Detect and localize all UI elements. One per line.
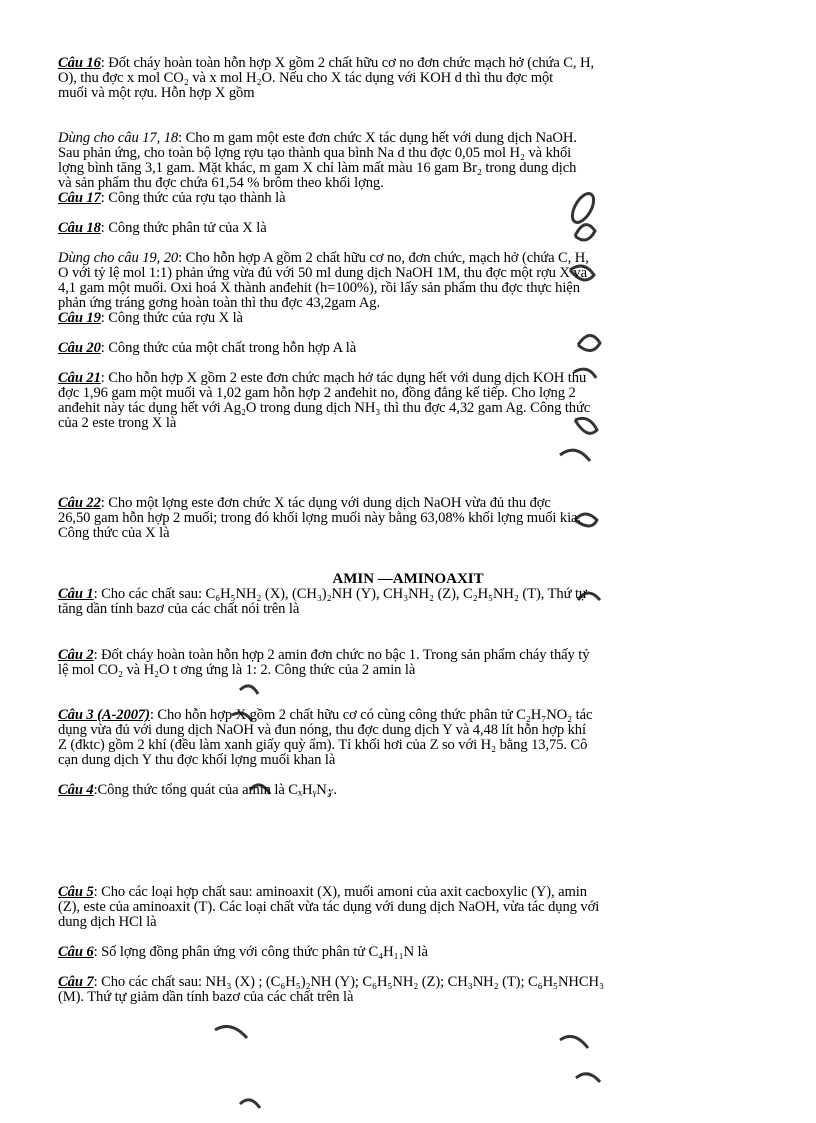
paragraph-text: cạn dung dịch Y thu đợc khối lợng muối khan là (58, 753, 336, 768)
paragraph-text: : Cho hỗn hợp A gồm 2 chất hữu cơ no, đơn chức, mạch hở (chứa C, H, (178, 251, 589, 266)
paragraph-text: : Cho các loại hợp chất sau: aminoaxit (X), muối amoni của axit cacboxylic (Y), amin (93, 885, 587, 900)
paragraph-text: : Đốt cháy hoàn toàn hỗn hợp X gồm 2 chất hữu cơ no đơn chức mạch hở (chứa C, H, (100, 56, 595, 71)
section-note: Dùng cho câu 17, 18 (58, 131, 179, 146)
question-label: Câu 17 (58, 191, 101, 206)
question-label: Câu 3 (A-2007) (58, 708, 150, 723)
paragraph-text: : Đốt cháy hoàn toàn hỗn hợp 2 amin đơn chức no bậc 1. Trong sản phẩm cháy thấy tỷ (93, 648, 590, 663)
question-label: Câu 1 (58, 587, 94, 602)
paragraph-text: tăng dần tính bazơ của các chất nói trên là (58, 602, 300, 617)
paragraph-text: O), thu đợc x mol CO₂ và x mol H₂O. Nếu cho X tác dụng với KOH d thì thu đợc một (58, 71, 554, 86)
question-label: Câu 20 (58, 341, 101, 356)
question-label: Câu 5 (58, 885, 94, 900)
paragraph-text: phản ứng tráng gơng hoàn toàn thì thu đợc 43,2gam Ag. (58, 296, 381, 311)
paragraph-text: và sản phẩm thu đợc chứa 61,54 % brôm theo khối lợng. (58, 176, 384, 191)
paragraph-text: : Công thức của rợu tạo thành là (100, 191, 286, 206)
paragraph-text: lệ mol CO₂ và H₂O t ơng ứng là 1: 2. Công thức của 2 amin là (58, 663, 416, 678)
paragraph-text: anđehit này tác dụng hết với Ag₂O trong dung dịch NH₃ thì thu đợc 4,32 gam Ag. Công thức (58, 401, 591, 416)
question-label: Câu 7 (58, 975, 94, 990)
paragraph-text: (Z), este của aminoaxit (T). Các loại chất vừa tác dụng với dung dịch NaOH, vừa tác dụng với (58, 900, 600, 915)
section-note: Dùng cho câu 19, 20 (58, 251, 179, 266)
question-label: Câu 4 (58, 783, 94, 798)
paragraph-text: : Cho hỗn hợp X gồm 2 chất hữu cơ có cùng công thức phân tử C₂H₇NO₂ tác (149, 708, 593, 723)
paragraph-text: 4,1 gam một muối. Oxi hoá X thành anđehit (h=100%), rồi lấy sản phẩm thu đợc thực hiện (58, 281, 580, 296)
paragraph-text: của 2 este trong X là (58, 416, 177, 431)
question-label: Câu 19 (58, 311, 101, 326)
question-label: Câu 16 (58, 56, 101, 71)
paragraph-text: O với tỷ lệ mol 1:1) phản ứng vừa đủ với 50 ml dung dịch NaOH 1M, thu đợc một rợu X và (58, 266, 587, 281)
paragraph-text: : Cho một lợng este đơn chức X tác dụng với dung dịch NaOH vừa đủ thu đợc (100, 496, 551, 511)
question-label: Câu 6 (58, 945, 94, 960)
paragraph-text: Z (đktc) gồm 2 khí (đều làm xanh giấy quỳ ẩm). Tỉ khối hơi của Z so với H₂ bằng 13,75. Cô (58, 738, 588, 753)
paragraph-text: : Công thức của một chất trong hỗn hợp A là (100, 341, 357, 356)
paragraph-text: dung dịch HCl là (58, 915, 157, 930)
paragraph-text: 26,50 gam hỗn hợp 2 muối; trong đó khối lợng muối này bằng 63,08% khối lợng muối kia. (58, 511, 581, 526)
paragraph-text: (M). Thứ tự giảm dần tính bazơ của các chất trên là (58, 990, 354, 1005)
section-heading: AMIN —AMINOAXIT (332, 571, 484, 587)
paragraph-text: Sau phản ứng, cho toàn bộ lợng rợu tạo thành qua bình Na d thu đợc 0,05 mol H₂ và khối (58, 146, 572, 161)
paragraph-text: :Công thức tổng quát của amin là CₓHᵧN𝓏. (93, 783, 337, 798)
paragraph-text: : Cho m gam một este đơn chức X tác dụng hết với dung dịch NaOH. (178, 131, 577, 146)
paragraph-text: : Cho các chất sau: C₆H₅NH₂ (X), (CH₃)₂NH (Y), CH₃NH₂ (Z), C₂H₅NH₂ (T), Thứ tự (93, 587, 587, 602)
paragraph-text: muối và một rợu. Hỗn hợp X gồm (58, 86, 255, 101)
paragraph-text: : Cho hỗn hợp X gồm 2 este đơn chức mạch hở tác dụng hết với dung dịch KOH thu (100, 371, 587, 386)
paragraph-text: đợc 1,96 gam một muối và 1,02 gam hỗn hợp 2 anđehit no, đồng đẳng kế tiếp. Cho lợng 2 (58, 386, 576, 401)
paragraph-text: dụng vừa đủ với dung dịch NaOH và đun nóng, thu đợc dung dịch Y và 4,48 lít hỗn hợp khí (58, 723, 586, 738)
paragraph-text: : Công thức phân tử của X là (100, 221, 267, 236)
question-label: Câu 21 (58, 371, 101, 386)
paragraph-text: : Công thức của rợu X là (100, 311, 243, 326)
paragraph-text: : Số lợng đồng phân ứng với công thức phân tử C₄H₁₁N là (93, 945, 428, 960)
paragraph-text: Công thức của X là (58, 526, 170, 541)
paragraph-text: : Cho các chất sau: NH₃ (X) ; (C₆H₅)₂NH (Y); C₆H₅NH₂ (Z); CH₃NH₂ (T); C₆H₅NHCH₃ (93, 975, 604, 990)
question-label: Câu 18 (58, 221, 101, 236)
question-label: Câu 2 (58, 648, 94, 663)
paragraph-text: lợng bình tăng 3,1 gam. Mặt khác, m gam X chỉ làm mất màu 16 gam Br₂ trong dung dịch (58, 161, 577, 176)
question-label: Câu 22 (58, 496, 101, 511)
